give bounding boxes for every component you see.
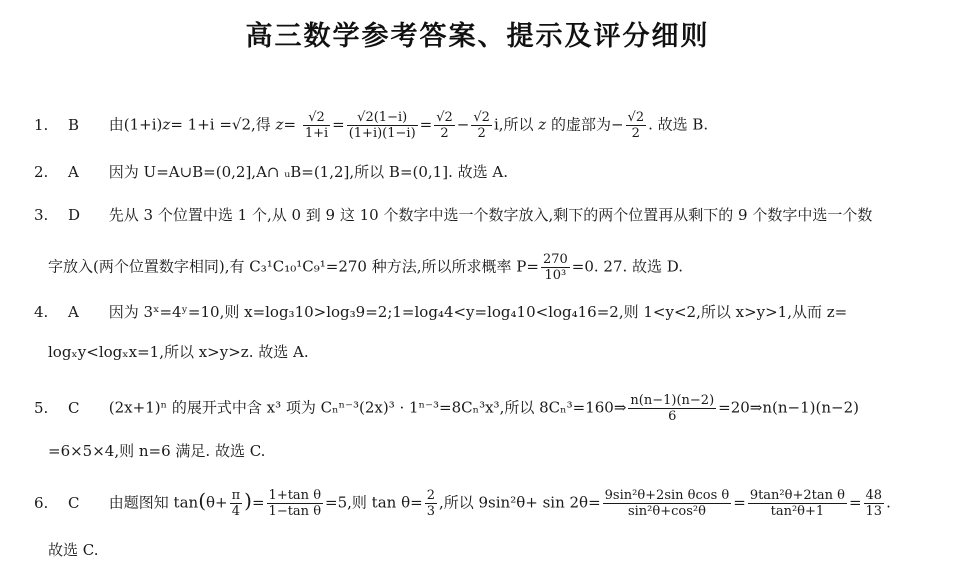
question-number: 3. bbox=[34, 206, 49, 224]
text: 由题图知 tan bbox=[108, 493, 199, 512]
answer-choice: A bbox=[68, 163, 79, 181]
answer-6: 6. C 由题图知 tan(θ+ $\frac{\pi}{4}$ )= $\frac{\text{1+tan θ}}{\text{1−tan θ}}$ =5,则 tan θ= $\frac{2}{3}$ ,所以 9sin²θ+ sin 2θ= $\frac{\text{9sin²θ+2sin θcos θ}}{\text{sin²θ+cos²θ}}$ = $\frac{\text{9tan²θ+2tan θ}}{\text{tan²θ+1}}$ = $\frac{48}{13}$ . bbox=[34, 488, 891, 519]
fraction: $\frac{2}{3}$ bbox=[426, 488, 435, 519]
fraction: $\frac{48}{13}$ bbox=[865, 488, 883, 519]
fraction: $\frac{\text{9sin²θ+2sin θcos θ}}{\text{sin²θ+cos²θ}}$ bbox=[604, 488, 730, 519]
fraction: $\frac{√2}{2}$ bbox=[436, 110, 453, 141]
fraction: $\frac{\pi}{4}$ bbox=[231, 488, 241, 519]
fraction: $\frac{270}{\text{10³}}$ bbox=[542, 252, 568, 283]
text: =0. 27. 故选 D. bbox=[571, 257, 684, 276]
answer-text: 因为 3ˣ=4ʸ=10,则 x=log₃10>log₃9=2;1=log₄4<y=log₄10<log₄16=2,则 1<y<2,所以 x>y>1,从而 z= bbox=[108, 303, 848, 321]
answer-choice: C bbox=[68, 493, 80, 512]
answer-choice: D bbox=[68, 206, 81, 224]
answer-3-cont bbox=[48, 252, 935, 283]
question-number: 1. bbox=[34, 115, 49, 134]
question-number: 4. bbox=[34, 303, 49, 321]
text: . 故选 B. bbox=[648, 115, 709, 134]
answer-5 bbox=[34, 393, 935, 424]
question-number: 6. bbox=[34, 493, 49, 512]
text: = 1+i =√2,得 bbox=[170, 115, 276, 134]
answer-3 bbox=[34, 205, 935, 225]
fraction: $\frac{√2}{2}$ bbox=[473, 110, 490, 141]
fraction: $\frac{√2}{2}$ bbox=[627, 110, 645, 141]
text: ,所以 9sin²θ+ sin 2θ= bbox=[438, 493, 601, 512]
fraction: $\frac{√2(1-i)}{(1+i)(1-i)}$ bbox=[348, 110, 416, 141]
question-number: 5. bbox=[34, 398, 49, 417]
text: = bbox=[283, 115, 297, 134]
text: 由(1+i) bbox=[108, 115, 163, 134]
answer-choice: A bbox=[68, 303, 79, 321]
text: logₓy<logₓx=1,所以 x>y>z. 故选 A. bbox=[48, 343, 309, 361]
answer-4 bbox=[34, 302, 935, 322]
page-title: 高三数学参考答案、提示及评分细则 bbox=[245, 21, 710, 52]
text: i,所以 bbox=[493, 115, 539, 134]
answer-text: 因为 U=A∪B=(0,2],A∩ ᵤB=(1,2],所以 B=(0,1]. 故选 A. bbox=[108, 163, 508, 181]
text: 字放入(两个位置数字相同),有 C₃¹C₁₀¹C₉¹=270 种方法,所以所求概率 P= bbox=[48, 257, 539, 276]
text: 故选 C. bbox=[48, 541, 99, 559]
answer-choice: B bbox=[68, 115, 80, 134]
question-number: 2. bbox=[34, 163, 49, 181]
text: =5,则 tan θ= bbox=[325, 493, 423, 512]
fraction: $\frac{\text{9tan²θ+2tan θ}}{\text{tan²θ+1}}$ bbox=[749, 488, 845, 519]
text: =20⇒n(n−1)(n−2) bbox=[718, 398, 859, 417]
text: θ+ bbox=[206, 493, 228, 512]
fraction: $\frac{\text{1+tan θ}}{\text{1−tan θ}}$ bbox=[268, 488, 322, 519]
fraction: $\frac{√2}{1+i}$ bbox=[304, 110, 329, 141]
text: (2x+1)ⁿ 的展开式中含 x³ 项为 Cₙⁿ⁻³(2x)³ · 1ⁿ⁻³=8Cₙ³x³,所以 8Cₙ³=160⇒ bbox=[108, 398, 627, 417]
text: =6×5×4,则 n=6 满足. 故选 C. bbox=[48, 442, 266, 460]
answer-1: 1. B 由(1+i)z= 1+i =√2,得 z= $\frac{√2}{1+i}$ = $\frac{√2(1-i)}{(1+i)(1-i)}$ = $\frac{√2}{2}$ − $\frac{√2}{2}$ i,所以 z 的虚部为− $\frac{√2}{2}$ . 故选 B. bbox=[34, 110, 709, 141]
text: 的虚部为− bbox=[546, 115, 624, 134]
answer-6-cont bbox=[48, 540, 935, 560]
fraction: $\frac{n(n-1)(n-2)}{6}$ bbox=[630, 393, 715, 424]
answer-4-cont bbox=[48, 342, 935, 362]
answer-choice: C bbox=[68, 398, 80, 417]
answer-5-cont bbox=[48, 441, 935, 461]
text: . bbox=[886, 493, 891, 512]
answer-text: 先从 3 个位置中选 1 个,从 0 到 9 这 10 个数字中选一个数字放入,剩下的两个位置再从剩下的 9 个数字中选一个数 bbox=[108, 206, 873, 224]
answer-2 bbox=[34, 162, 935, 182]
